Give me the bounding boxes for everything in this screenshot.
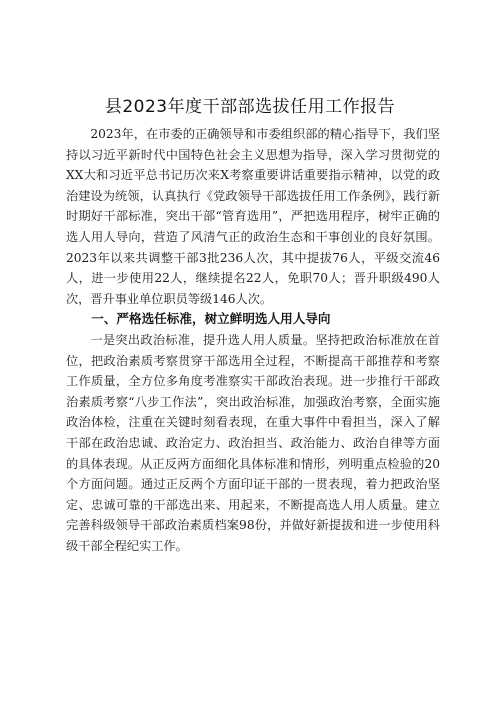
section-heading: 一、严格选任标准，树立鲜明选人用人导向 <box>91 311 331 327</box>
section-paragraph: 一是突出政治标准，提升选人用人质量。坚持把政治标准放在首位，把政治素质考察贯穿干部选用全过程，不断提高干部推荐和考察工作质量，全方位多角度考准察实干部政治表现。进一步推行干部政治素质考察“八步工作法”，突出政治标准，加强政治考察，全面实施政治体检，注重在关键时刻看表现，在重大事件中看担当，深入了解干部在政治忠诚、政治定力、政治担当、政治能力、政治自律等方面的具体表现。从正反两方面细化具体标准和情形，列明重点检验的20个方面问题。通过正反两个方面印证干部的一贯表现，着力把政治坚定、忠诚可靠的干部选出来、用起来，不断提高选人用人质量。建立完善科级领导干部政治素质档案98份，并做好新提拔和进一步使用科级干部全程纪实工作。 <box>66 332 440 553</box>
document-title: 县2023年度干部部选拔任用工作报告 <box>104 97 396 117</box>
document-body <box>66 124 440 556</box>
intro-paragraph: 2023年，在市委的正确领导和市委组织部的精心指导下，我们坚持以习近平新时代中国特色社会主义思想为指导，深入学习贯彻党的XX大和习近平总书记历次来X考察重要讲话重要指示精神，以党的政治建设为统领，认真执行《党政领导干部选拔任用工作条例》，践行新时期好干部标准，突出干部“管育选用”，严把选用程序，树牢正确的选人用人导向，营造了风清气正的政治生态和干事创业的良好氛围。2023年以来共调整干部3批236人次，其中提拔76人，平级交流46人，进一步使用22人，继续提名22人，免职70人；晋升职级490人次，晋升事业单位职员等级146人次。 <box>66 127 440 306</box>
